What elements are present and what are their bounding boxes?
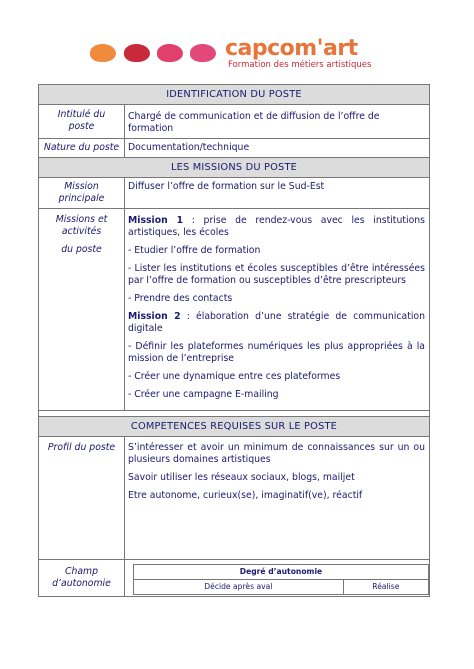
row-label: du poste (61, 244, 102, 255)
row-label: Nature du poste (43, 142, 120, 153)
row-profil (39, 437, 430, 560)
section-identification (39, 85, 430, 105)
missions-content (125, 209, 430, 411)
list-item: Savoir utiliser les réseaux sociaux, blogs, mailjet (128, 472, 355, 483)
section-missions (39, 158, 430, 178)
list-item: - Lister les institutions et écoles susceptibles d’être intéressées par l’offre de formation ou susceptibles d’être prescripteurs (128, 263, 425, 286)
autonomy-table (133, 564, 429, 595)
row-mission-principale (39, 178, 430, 209)
section-title: COMPETENCES REQUISES SUR LE POSTE (39, 417, 430, 437)
row-label: Mission (64, 181, 99, 192)
list-item: S’intéresser et avoir un minimum de connaissances sur un ou plusieurs domaines artistiques (128, 442, 425, 465)
mission-title: Mission 1 (128, 215, 184, 226)
row-label: poste (68, 121, 95, 132)
mission-title: Mission 2 (128, 311, 181, 322)
list-item: - Créer une dynamique entre ces plateformes (128, 371, 341, 382)
row-label: Intitulé du (57, 109, 106, 120)
row-value: Chargé de communication et de diffusion de l’offre de formation (125, 105, 430, 139)
row-label: Missions et (55, 214, 108, 225)
mission-1 (128, 215, 425, 239)
autonomy-col: Décide après aval (134, 580, 344, 595)
section-title: IDENTIFICATION DU POSTE (39, 85, 430, 105)
row-value: Diffuser l’offre de formation sur le Sud-Est (125, 178, 430, 209)
section-competences (39, 417, 430, 437)
list-item: - Prendre des contacts (128, 293, 233, 304)
list-item: - Définir les plateformes numériques les plus appropriées à la mission de l’entreprise (128, 341, 425, 364)
row-nature (39, 139, 430, 158)
orange-blob-icon (90, 44, 116, 62)
list-item: - Etudier l’offre de formation (128, 245, 261, 256)
row-intitule (39, 105, 430, 139)
row-label: principale (58, 193, 105, 204)
row-autonomie (39, 560, 430, 597)
job-description-table (38, 84, 430, 597)
row-missions (39, 209, 430, 411)
pink-blob-icon (157, 44, 183, 62)
row-label: Champ (64, 566, 99, 577)
brand-tagline: Formation des métiers artistiques (228, 60, 372, 70)
brand-name: capcom'art (225, 36, 358, 61)
mission-text: : prise de rendez-vous avec les institutions artistiques, les écoles (128, 215, 425, 238)
row-label: Profil du poste (47, 442, 116, 453)
row-label: activités (61, 226, 102, 237)
list-item: - Créer une campagne E-mailing (128, 389, 279, 400)
red-blob-icon (124, 44, 150, 62)
row-value: Documentation/technique (125, 139, 430, 158)
mission-text: : élaboration d’une stratégie de communication digitale (128, 311, 425, 334)
autonomy-col: Réalise (343, 580, 428, 595)
brand-logo (90, 36, 380, 76)
autonomy-header: Degré d’autonomie (134, 565, 429, 580)
section-title: LES MISSIONS DU POSTE (39, 158, 430, 178)
rose-blob-icon (190, 44, 216, 62)
mission-2 (128, 311, 425, 335)
profil-content (125, 437, 430, 560)
list-item: Etre autonome, curieux(se), imaginatif(ve), réactif (128, 490, 363, 501)
row-label: d’autonomie (52, 578, 111, 589)
